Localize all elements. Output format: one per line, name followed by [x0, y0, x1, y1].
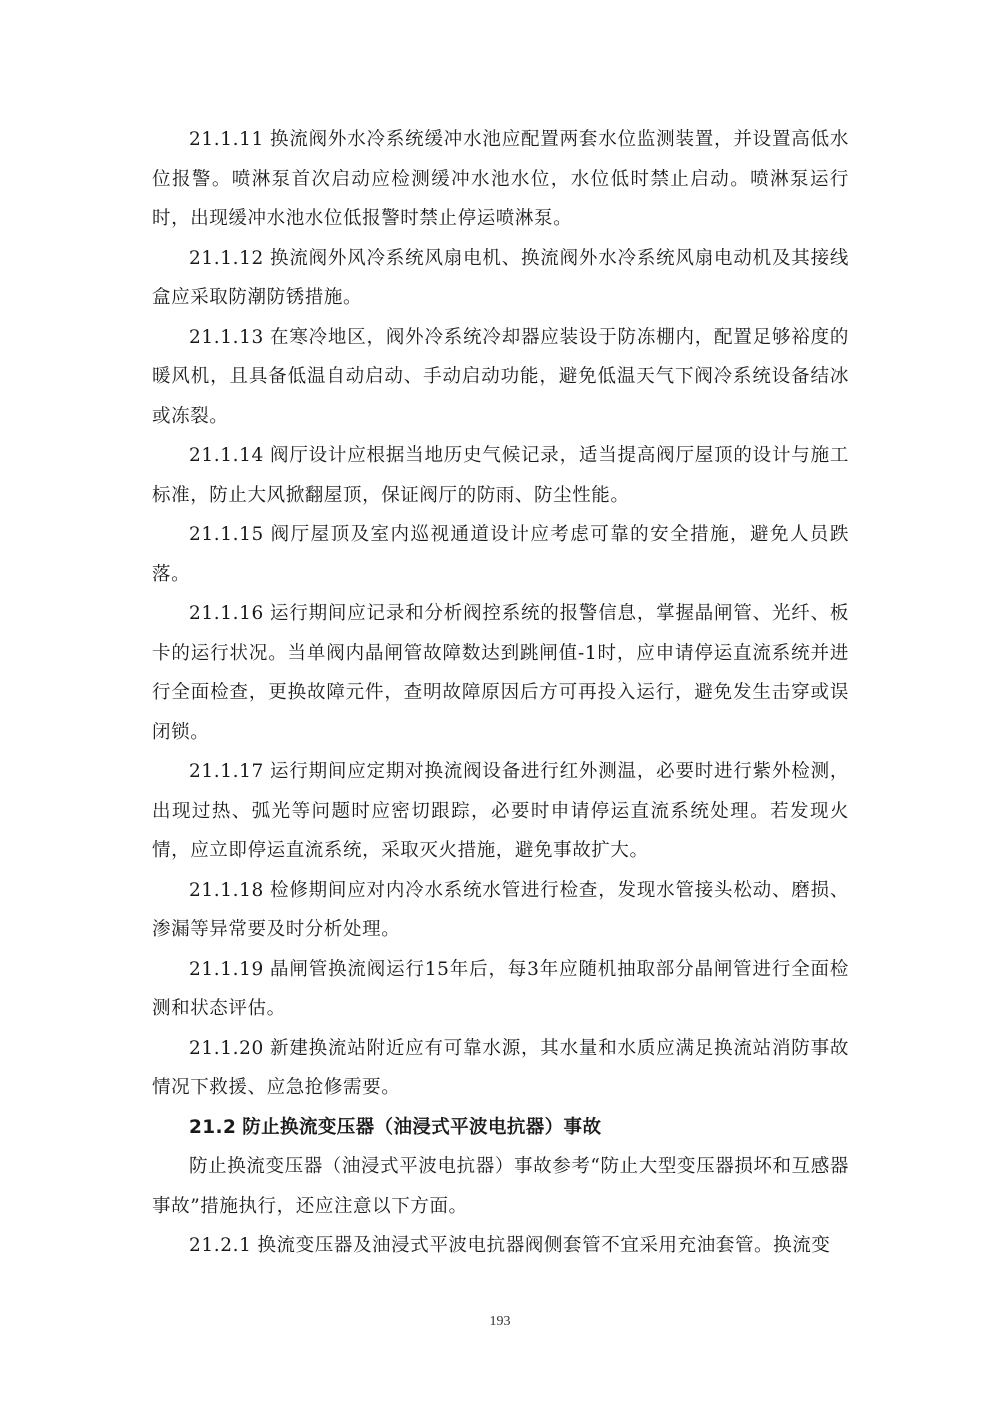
- clause-text: 运行期间应记录和分析阀控系统的报警信息，掌握晶闸管、光纤、板卡的运行状况。当单阀内晶闸管故障数达到跳闸值-1时，应申请停运直流系统并进行全面检查，更换故障元件，查明故障原因后方可再投入运行，避免发生击穿或误闭锁。: [152, 603, 849, 743]
- clause-number: 21.1.12: [189, 247, 264, 269]
- document-body: [152, 120, 849, 1266]
- clause-number: 21.1.13: [189, 326, 264, 348]
- clause-text: 换流变压器及油浸式平波电抗器阀侧套管不宜采用充油套管。换流变: [257, 1235, 831, 1256]
- clause-text: 在寒冷地区，阀外冷系统冷却器应装设于防冻棚内，配置足够裕度的暖风机，且具备低温自动启动、手动启动功能，避免低温天气下阀冷系统设备结冰或冻裂。: [152, 326, 849, 427]
- clause-text: 新建换流站附近应有可靠水源，其水量和水质应满足换流站消防事故情况下救援、应急抢修需要。: [152, 1037, 849, 1098]
- clause-number: 21.1.16: [189, 603, 264, 624]
- paragraph-21-1-15: [152, 515, 849, 594]
- paragraph-21-1-19: [152, 950, 849, 1029]
- clause-number: 21.1.20: [189, 1037, 264, 1059]
- paragraph-21-1-13: [152, 318, 849, 437]
- clause-text: 换流阀外水冷系统缓冲水池应配置两套水位监测装置，并设置高低水位报警。喷淋泵首次启动应检测缓冲水池水位，水位低时禁止启动。喷淋泵运行时，出现缓冲水池水位低报警时禁止停运喷淋泵。: [152, 129, 849, 229]
- clause-number: 21.1.15: [189, 524, 264, 545]
- section-number: 21.2: [189, 1116, 237, 1138]
- clause-number: 21.2.1: [189, 1235, 252, 1256]
- clause-number: 21.1.19: [189, 958, 264, 980]
- paragraph-21-1-14: [152, 436, 849, 515]
- section-title: 防止换流变压器（油浸式平波电抗器）事故: [242, 1116, 602, 1138]
- page-number: 193: [489, 1314, 511, 1329]
- paragraph-21-1-17: [152, 752, 849, 871]
- paragraph-21-2-1: [152, 1226, 849, 1266]
- clause-text: 阀厅设计应根据当地历史气候记录，适当提高阀厅屋顶的设计与施工标准，防止大风掀翻屋顶，保证阀厅的防雨、防尘性能。: [152, 445, 849, 506]
- section-heading: [152, 1108, 849, 1148]
- paragraph-21-1-20: [152, 1029, 849, 1108]
- paragraph-21-1-12: [152, 239, 849, 318]
- clause-text: 换流阀外风冷系统风扇电机、换流阀外水冷系统风扇电动机及其接线盒应采取防潮防锈措施。: [152, 247, 849, 308]
- clause-text: 检修期间应对内冷水系统水管进行检查，发现水管接头松动、磨损、渗漏等异常要及时分析处理。: [152, 879, 849, 940]
- clause-text: 阀厅屋顶及室内巡视通道设计应考虑可靠的安全措施，避免人员跌落。: [152, 524, 849, 585]
- clause-number: 21.1.18: [189, 879, 264, 901]
- paragraph-21-1-18: [152, 871, 849, 950]
- clause-number: 21.1.11: [189, 129, 264, 150]
- clause-text: 运行期间应定期对换流阀设备进行红外测温，必要时进行紫外检测，出现过热、弧光等问题时应密切跟踪，必要时申请停运直流系统处理。若发现火情，应立即停运直流系统，采取灭火措施，避免事故扩大。: [152, 761, 849, 861]
- section-intro: 防止换流变压器（油浸式平波电抗器）事故参考“防止大型变压器损坏和互感器事故”措施执行，还应注意以下方面。: [152, 1156, 849, 1217]
- paragraph-21-1-16: [152, 594, 849, 752]
- clause-number: 21.1.14: [189, 445, 264, 466]
- clause-number: 21.1.17: [189, 761, 264, 782]
- paragraph-21-1-11: [152, 120, 849, 239]
- clause-text: 晶闸管换流阀运行15年后，每3年应随机抽取部分晶闸管进行全面检测和状态评估。: [152, 958, 849, 1019]
